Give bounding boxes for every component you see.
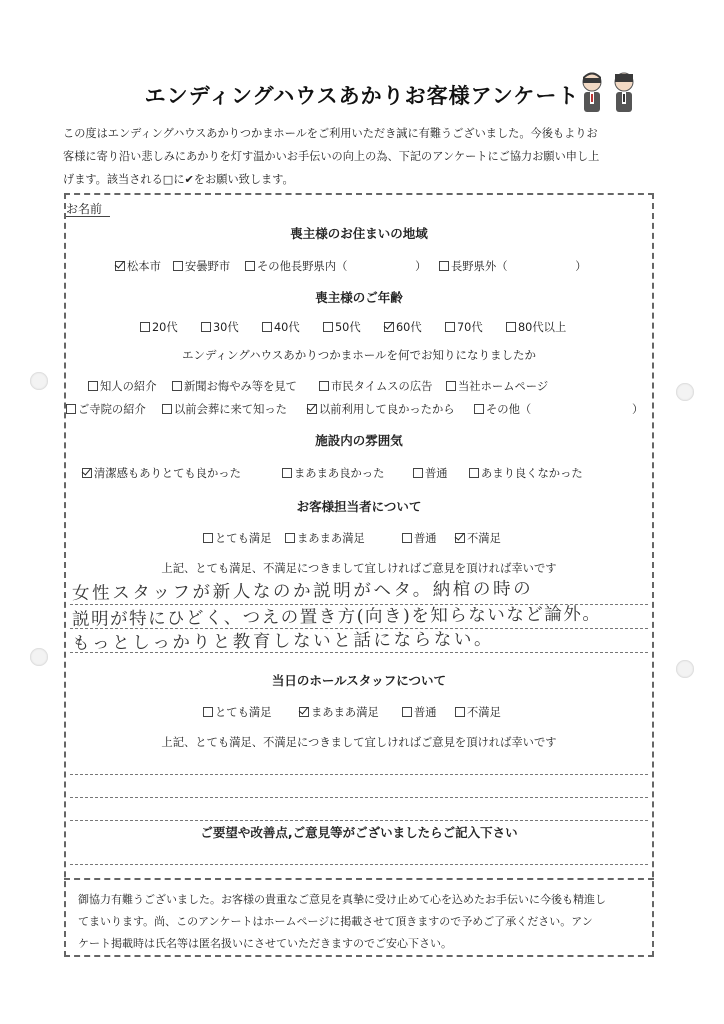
option-label: 不満足 — [467, 532, 501, 545]
option-very-clean[interactable] — [82, 465, 241, 481]
checkbox-icon[interactable] — [162, 404, 172, 414]
punch-hole-icon — [30, 648, 48, 666]
checkbox-icon[interactable] — [413, 468, 423, 478]
option-label: まあまあ良かった — [294, 467, 385, 480]
option-label: あまり良くなかった — [481, 467, 583, 480]
option-label: ご寺院の紹介 — [78, 403, 146, 416]
option-label: 知人の紹介 — [100, 380, 157, 393]
option-label: 60代 — [396, 321, 422, 334]
checkbox-checked-icon[interactable] — [307, 404, 317, 414]
option-label: 80代以上 — [518, 321, 567, 334]
option-label: 普通 — [425, 467, 448, 480]
comment-line — [70, 774, 648, 775]
mascot-right-figure — [615, 73, 633, 112]
section-title-atmosphere: 施設内の雰囲気 — [315, 433, 403, 448]
name-underline — [66, 216, 110, 217]
survey-title: エンディングハウスあかりお客様アンケート — [144, 84, 580, 108]
option-label: 松本市 — [127, 260, 161, 273]
mascot-left-figure — [583, 73, 601, 113]
punch-hole-icon — [676, 660, 694, 678]
option-label: 新聞お悔やみ等を見て — [184, 380, 297, 393]
option-used-before[interactable] — [307, 401, 455, 417]
option-label: 普通 — [414, 532, 437, 545]
checkbox-icon[interactable] — [282, 468, 292, 478]
punch-hole-icon — [676, 383, 694, 401]
option-times-ad[interactable] — [319, 378, 432, 394]
checkbox-icon[interactable] — [88, 381, 98, 391]
checkbox-checked-icon[interactable] — [115, 261, 125, 271]
checkbox-icon[interactable] — [201, 322, 211, 332]
option-label: まあまあ満足 — [297, 532, 365, 545]
option-fairly-good[interactable] — [282, 465, 384, 481]
option-label: 安曇野市 — [185, 260, 231, 273]
staff-mascot-icon — [574, 68, 644, 116]
option-label: 当社ホームページ — [458, 380, 549, 393]
checkbox-icon[interactable] — [474, 404, 484, 414]
option-label: 以前会葬に来て知った — [174, 403, 287, 416]
closing-line: 御協力有難うございました。お客様の貴重なご意見を真摯に受け止めて心を込めたお手伝いに今後も精進し — [78, 893, 606, 906]
comment-line — [70, 820, 648, 821]
option-age-70[interactable] — [445, 319, 483, 335]
intro-line: この度はエンディングハウスあかりつかまホールをご利用いただき誠に有難うございました。今後もよりお — [63, 127, 598, 140]
option-label: 20代 — [152, 321, 178, 334]
option-label: まあまあ満足 — [311, 706, 379, 719]
option-label: 以前利用して良かったから — [319, 403, 455, 416]
option-label: その他（ — [486, 403, 532, 416]
checkbox-icon[interactable] — [445, 322, 455, 332]
option-staff-normal[interactable] — [402, 530, 437, 546]
option-outside-nagano[interactable] — [439, 258, 587, 274]
option-homepage[interactable] — [446, 378, 548, 394]
option-label: 70代 — [457, 321, 483, 334]
other-close-paren: ） — [632, 403, 644, 416]
option-label: 清潔感もありとても良かった — [94, 467, 241, 480]
closing-note — [78, 889, 648, 955]
option-normal[interactable] — [413, 465, 448, 481]
comment-line — [70, 797, 648, 798]
checkbox-icon[interactable] — [173, 261, 183, 271]
option-age-50[interactable] — [323, 319, 361, 335]
checkbox-icon[interactable] — [402, 533, 412, 543]
section-title-area: 喪主様のお住まいの地域 — [290, 226, 428, 241]
closing-divider — [64, 878, 654, 880]
handwritten-comment-line: もっとしっかりと教育しないと話にならない。 — [71, 629, 495, 654]
option-temple[interactable] — [66, 401, 146, 417]
hall-staff-comment-prompt: 上記、とても満足、不満足につきまして宜しければご意見を頂ければ幸いです — [161, 736, 557, 749]
option-hall-very-satisfied[interactable] — [203, 704, 272, 720]
option-label: 40代 — [274, 321, 300, 334]
checkbox-icon[interactable] — [439, 261, 449, 271]
option-label: とても満足 — [215, 532, 272, 545]
option-staff-dissatisfied[interactable] — [455, 530, 501, 546]
checkbox-icon[interactable] — [455, 707, 465, 717]
checkbox-checked-icon[interactable] — [455, 533, 465, 543]
section-title-source: エンディングハウスあかりつかまホールを何でお知りになりましたか — [181, 348, 537, 362]
option-staff-very-satisfied[interactable] — [203, 530, 272, 546]
closing-line: ケート掲載時は氏名等は匿名扱いにさせていただきますのでご安心下さい。 — [78, 937, 452, 950]
option-other-nagano[interactable] — [245, 258, 426, 274]
option-label: 長野県外（ ） — [451, 260, 587, 273]
option-label: とても満足 — [215, 706, 272, 719]
section-title-staff: お客様担当者について — [296, 499, 422, 514]
staff-comment-prompt: 上記、とても満足、不満足につきまして宜しければご意見を頂ければ幸いです — [161, 562, 557, 575]
checkbox-icon[interactable] — [506, 322, 516, 332]
option-not-good[interactable] — [469, 465, 583, 481]
option-hall-dissatisfied[interactable] — [455, 704, 501, 720]
punch-hole-icon — [30, 372, 48, 390]
option-label: 不満足 — [467, 706, 501, 719]
checkbox-icon[interactable] — [319, 381, 329, 391]
checkbox-icon[interactable] — [402, 707, 412, 717]
checkbox-checked-icon[interactable] — [82, 468, 92, 478]
option-age-20[interactable] — [140, 319, 178, 335]
checkbox-icon[interactable] — [245, 261, 255, 271]
checkbox-icon[interactable] — [66, 404, 76, 414]
checkbox-icon[interactable] — [140, 322, 150, 332]
name-label: お名前 — [66, 202, 103, 216]
option-age-30[interactable] — [201, 319, 239, 335]
checkbox-icon[interactable] — [262, 322, 272, 332]
option-azumino[interactable] — [173, 258, 230, 274]
option-newspaper[interactable] — [172, 378, 297, 394]
option-attended-before[interactable] — [162, 401, 287, 417]
intro-text — [63, 122, 663, 191]
option-staff-fairly-satisfied[interactable] — [285, 530, 365, 546]
checkbox-icon[interactable] — [172, 381, 182, 391]
intro-line: げます。該当される□に✔をお願い致します。 — [63, 173, 294, 186]
checkbox-icon[interactable] — [323, 322, 333, 332]
checkbox-icon[interactable] — [203, 707, 213, 717]
section-title-requests: ご要望や改善点,ご意見等がございましたらご記入下さい — [200, 825, 518, 840]
section-title-hall-staff: 当日のホールスタッフについて — [271, 673, 447, 688]
checkbox-icon[interactable] — [203, 533, 213, 543]
comment-line — [70, 864, 648, 865]
handwritten-comment-line: 女性スタッフが新人なのか説明がヘタ。納棺の時の — [71, 579, 534, 604]
option-age-80[interactable] — [506, 319, 566, 335]
option-hall-normal[interactable] — [402, 704, 437, 720]
option-label: その他長野県内（ ） — [257, 260, 427, 273]
option-label: 市民タイムスの広告 — [331, 380, 433, 393]
option-hall-fairly-satisfied[interactable] — [299, 704, 379, 720]
checkbox-icon[interactable] — [446, 381, 456, 391]
option-age-60[interactable] — [384, 319, 422, 335]
checkbox-icon[interactable] — [469, 468, 479, 478]
checkbox-checked-icon[interactable] — [299, 707, 309, 717]
option-acquaintance[interactable] — [88, 378, 157, 394]
handwritten-comment-line: 説明が特にひどく、つえの置き方(向き)を知らないなど論外。 — [71, 604, 602, 630]
checkbox-checked-icon[interactable] — [384, 322, 394, 332]
option-label: 普通 — [414, 706, 437, 719]
option-other[interactable] — [474, 401, 531, 417]
option-label: 50代 — [335, 321, 361, 334]
closing-line: てまいります。尚、このアンケートはホームページに掲載させて頂きますので予めご了承ください。アン — [78, 915, 593, 928]
checkbox-icon[interactable] — [285, 533, 295, 543]
option-age-40[interactable] — [262, 319, 300, 335]
option-label: 30代 — [213, 321, 239, 334]
option-matsumoto[interactable] — [115, 258, 161, 274]
section-title-age: 喪主様のご年齢 — [315, 290, 403, 305]
intro-line: 客様に寄り沿い悲しみにあかりを灯す温かいお手伝いの向上の為、下記のアンケートにご協力お願い申し上 — [63, 150, 600, 163]
